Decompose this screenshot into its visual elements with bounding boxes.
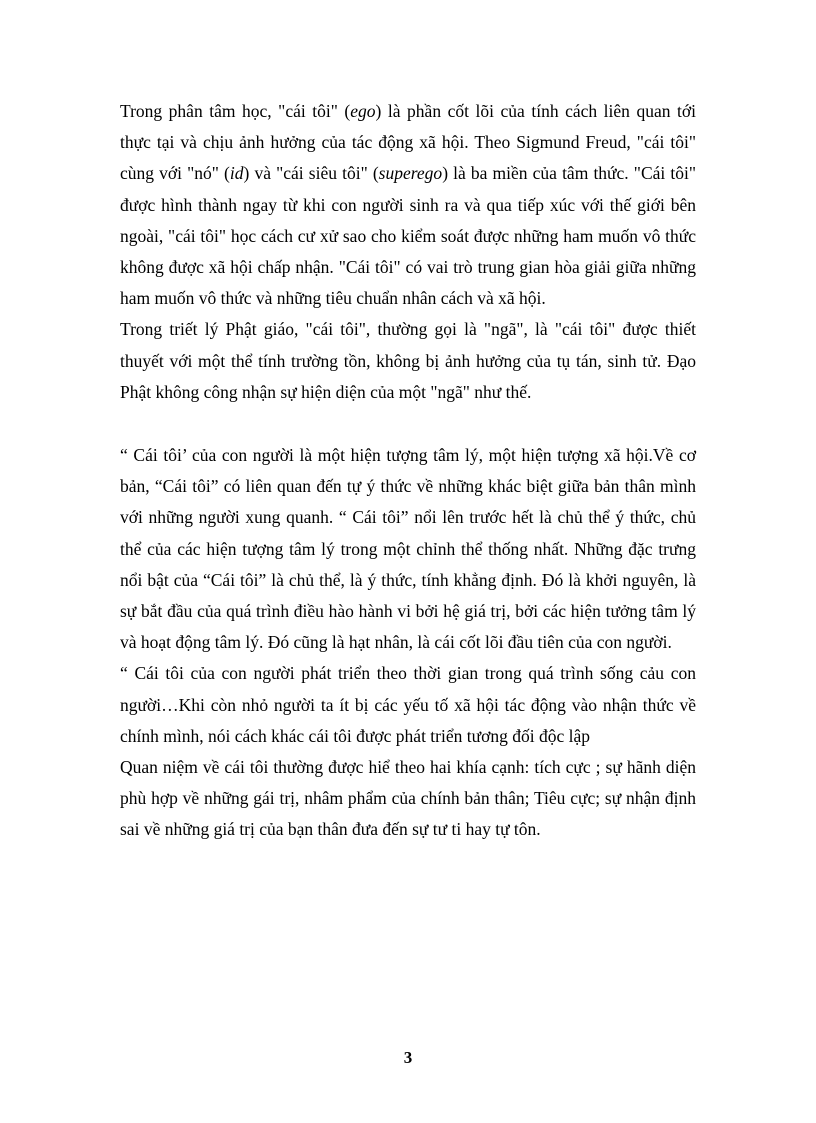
paragraph-text: “ Cái tôi của con người phát triển theo thời gian trong quá trình sống cảu con người…Khi còn nhỏ người ta ít bị các yếu tố xã hội tác động vào nhận thức về chính mình, nói cách khác cái tôi được phát triển tương đối độc lập bbox=[120, 663, 696, 746]
italic-term: ego bbox=[350, 101, 376, 121]
paragraph bbox=[120, 752, 696, 846]
italic-term: id bbox=[229, 163, 244, 184]
paragraph-text: Trong phân tâm học, "cái tôi" ( bbox=[120, 101, 351, 121]
page-number: 3 bbox=[403, 1048, 413, 1067]
paragraph-text: ) và "cái siêu tôi" ( bbox=[243, 163, 379, 184]
paragraph-text: “ Cái tôi’ của con người là một hiện tượng tâm lý, một hiện tượng xã hội.Về cơ bản, “Cái tôi” có liên quan đến tự ý thức về những khác biệt giữa bản thân mình với những người xung quanh. “ Cái tôi” nổi lên trước hết là chủ thể ý thức, chủ thể của các hiện tượng tâm lý trong một chỉnh thể thống nhất. Những đặc trưng nổi bật của “Cái tôi” là chủ thể, là ý thức, tính khẳng định. Đó là khởi nguyên, là sự bắt đầu của quá trình điều hào hành vi bởi hệ giá trị, bởi các hiện tưởng tâm lý và hoạt động tâm lý. Đó cũng là hạt nhân, là cái cốt lõi đầu tiên của con người. bbox=[120, 445, 696, 653]
paragraph bbox=[120, 96, 696, 314]
paragraph-text: ) là phần cốt lõi của tính cách liên quan tới thực tại và chịu ảnh hưởng của tác động xã hội. Theo Sigmund Freud, "cái tôi" cùng với "nó" ( bbox=[120, 101, 696, 184]
paragraph-text: ) là ba miền của tâm thức. "Cái tôi" được hình thành ngay từ khi con người sinh ra và qua tiếp xúc với thế giới bên ngoài, "cái tôi" học cách cư xử sao cho kiểm soát được những ham muốn vô thức không được xã hội chấp nhận. "Cái tôi" có vai trò trung gian hòa giải giữa những ham muốn vô thức và những tiêu chuẩn nhân cách và xã hội. bbox=[120, 163, 696, 309]
paragraph-text: Trong triết lý Phật giáo, "cái tôi", thường gọi là "ngã", là "cái tôi" được thiết thuyết với một thể tính trường tồn, không bị ảnh hưởng của tụ tán, sinh tử. Đạo Phật không công nhận sự hiện diện của một "ngã" như thế. bbox=[120, 319, 696, 402]
body-text bbox=[120, 96, 696, 846]
paragraph bbox=[120, 658, 696, 752]
paragraph bbox=[120, 440, 696, 658]
italic-term: superego bbox=[378, 163, 443, 184]
paragraph-text: Quan niệm về cái tôi thường được hiể theo hai khía cạnh: tích cực ; sự hãnh diện phù hợp về những gái trị, nhâm phẩm của chính bản thân; Tiêu cực; sự nhận định sai về những giá trị của bạn thân đưa đến sự tư ti hay tự tôn. bbox=[120, 757, 696, 840]
paragraph bbox=[120, 314, 696, 408]
paragraph-gap bbox=[120, 408, 696, 440]
